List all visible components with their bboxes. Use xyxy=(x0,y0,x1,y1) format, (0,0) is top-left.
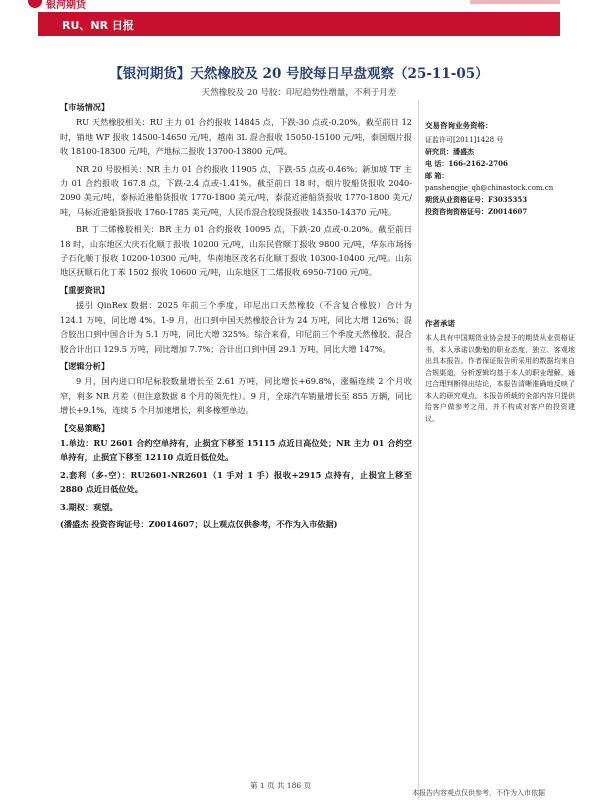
sidebar-spacer xyxy=(425,218,575,314)
strategy-arbitrage: 2.套利（多-空）：RU2601-NR2601（1 手对 1 手）报收+2915 点持有，止损宜上移至 2880 点近日低位处。 xyxy=(60,469,412,495)
top-bar xyxy=(0,0,600,11)
strategy-section-heading: 【交易策略】 xyxy=(60,422,110,433)
footer-disclaimer: 本报告内容观点仅供参考，不作为入市依据 xyxy=(412,789,545,797)
analyst-sidebar xyxy=(425,120,575,425)
strategy-disclaimer: (潘盛杰 投资咨询证号：Z0014607；以上观点仅供参考，不作为入市依据) xyxy=(60,518,338,529)
sidebar-phone: 电 话：166-2162-2706 xyxy=(425,159,508,168)
page-number: 第 1 页 共 186 页 xyxy=(250,781,312,790)
sidebar-analyst: 研究员：潘盛杰 xyxy=(425,147,474,156)
sidebar-email-label: 邮 箱： xyxy=(425,171,449,180)
strategy-options: 3.期权：观望。 xyxy=(60,501,118,512)
news-section-heading: 【重要资讯】 xyxy=(60,284,110,295)
sidebar-advisory-qualification: 投资咨询资格证号：Z0014607 xyxy=(425,207,528,216)
sidebar-license: 证监许可[2011]1428 号 xyxy=(425,136,504,144)
company-logo-icon xyxy=(28,0,42,8)
news-paragraph: 援引 QinRex 数据：2025 年前三个季度，印尼出口天然橡胶（不含复合橡胶）合计为 124.1 万吨，同比增 4%。1-9 月，出口到中国天然橡胶合计为 24 万吨，同比大增 126%；混合胶出口到中国合计为 5.1 万吨，同比大增 325%。综合来看，印尼前三个季度天然橡胶、混合胶合计出口 129.5 万吨，同比增加 7.7%；合计出口到中国 29.1 万吨，同比大增 147%。 xyxy=(60,300,412,354)
sidebar-email[interactable]: panshengjie_qh@chinastock.com.cn xyxy=(425,184,554,192)
sidebar-futures-qualification: 期货从业资格证号：F3035353 xyxy=(425,195,528,204)
market-nr-paragraph: NR 20 号胶相关：NR 主力 01 合约报收 11905 点，下跌-55 点或-0.46%；新加坡 TF 主力 01 合约报收 167.8 点，下跌-2.4 点或-1.41%。截至前日 18 时，烟片胶船货报收 2040-2090 美元/吨，泰标近港船货报收 1770-1800 美元/吨，泰混近港船货报收 1770-1800 美元/吨，马标近港船货报收 1760-1785 美元/吨，人民币混合胶现货报收 14350-14370 元/吨。 xyxy=(60,163,412,217)
strategy-single-side: 1.单边：RU 2601 合约空单持有，止损宜下移至 15115 点近日高位处；NR 主力 01 合约空单持有，止损宜下移至 12110 点近日低位处。 xyxy=(60,437,412,463)
logic-paragraph: 9 月，国内进口印尼标胶数量增长至 2.61 万吨，同比增长+69.8%，涨幅连续 2 个月收窄，利多 NR 月差（但注意数据 8 个月的领先性）。9 月，全球汽车销量增长至 855 万辆，同比增长+9.1%，连续 5 个月加速增长，利多橡塑单边。 xyxy=(60,376,412,416)
report-title: 【银河期货】天然橡胶及 20 号胶每日早盘观察（25-11-05） xyxy=(109,66,489,82)
logic-section-heading: 【逻辑分析】 xyxy=(60,360,110,371)
sidebar-qualification-title: 交易咨询业务资格： xyxy=(425,121,493,130)
author-commitment-heading: 作者承诺 xyxy=(425,319,455,328)
column-divider xyxy=(418,100,419,800)
company-logo-text: 银河期货 xyxy=(46,0,86,11)
main-content xyxy=(60,99,412,534)
header-decoration xyxy=(470,0,560,4)
market-br-paragraph: BR 丁二烯橡胶相关：BR 主力 01 合约报收 10095 点，下跌-20 点或-0.20%。截至前日 18 时，山东地区大庆石化顺丁报收 10200 元/吨，山东民营顺丁报收 9800 元/吨，华东市场扬子石化顺丁报收 10200-10300 元/吨，华南地区茂名石化顺丁报收 10300-10400 元/吨。山东地区抚顺石化丁苯 1502 报收 10600 元/吨，山东地区丁二烯报收 6950-7100 元/吨。 xyxy=(60,224,412,278)
report-subtitle: 天然橡胶及 20 号胶：印尼趋势性增量，不利于月差 xyxy=(201,88,397,98)
market-ru-paragraph: RU 天然橡胶相关：RU 主力 01 合约报收 14845 点，下跌-30 点或-0.20%。截至前日 12 时，销地 WF 报收 14500-14650 元/吨，越南 3L 混合报收 15050-15100 元/吨，泰国烟片报收 18100-18300 元/吨，产地标二报收 13700-13800 元/吨。 xyxy=(60,117,412,157)
author-commitment-text: 本人具有中国期货业协会授予的期货从业资格证书，本人承诺以勤勉的职业态度，独立、客观地出具本报告。作者保证报告所采用的数据均来自合规渠道，分析逻辑均基于本人的职业理解，通过合理判断得出结论，本报告清晰准确地反映了本人的研究观点。本报告所载的全部内容只提供给客户做参考之用，并不构成对客户的投资建议。 xyxy=(425,334,575,423)
market-section-heading: 【市场情况】 xyxy=(60,102,110,112)
report-banner: RU、NR 日报 xyxy=(38,12,560,36)
